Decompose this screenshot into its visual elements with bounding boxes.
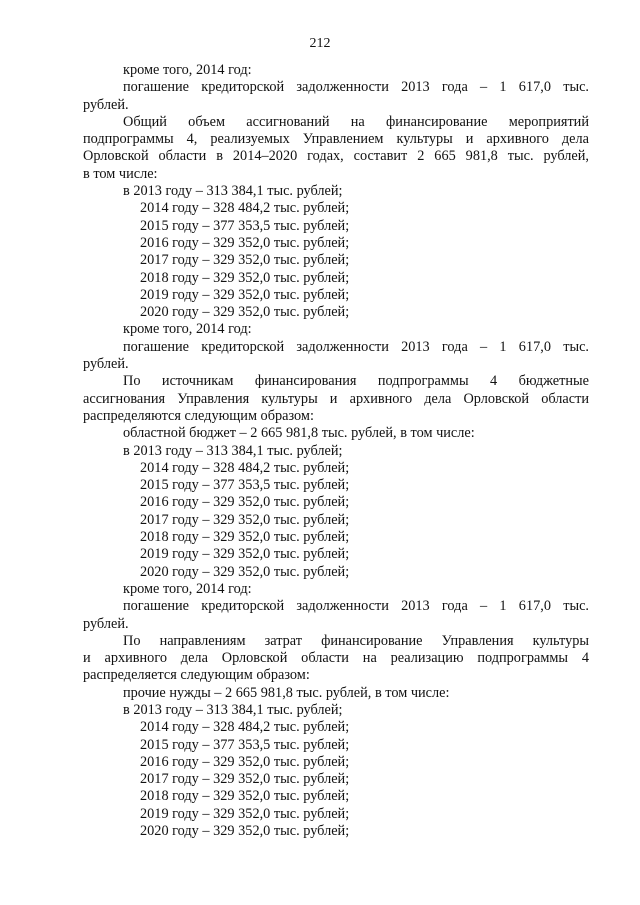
paragraph-line: По направлениям затрат финансирование Управления культуры: [123, 632, 589, 649]
paragraph-line: подпрограммы 4, реализуемых Управлением культуры и архивного дела: [83, 131, 589, 148]
paragraph-line: Общий объем ассигнований на финансирование мероприятий: [123, 113, 589, 130]
krome-togo-line: кроме того, 2014 год:: [123, 62, 252, 78]
budget-line: областной бюджет – 2 665 981,8 тыс. рублей, в том числе:: [123, 425, 475, 442]
other-needs-line: прочие нужды – 2 665 981,8 тыс. рублей, в том числе:: [123, 684, 450, 701]
repayment-line: погашение кредиторской задолженности 2013 года – 1 617,0 тыс.: [123, 79, 589, 96]
krome-togo-line: кроме того, 2014 год:: [123, 321, 252, 338]
paragraph-line: распределяются следующим образом:: [83, 407, 314, 424]
year-list: [83, 702, 589, 840]
repayment-line: погашение кредиторской задолженности 2013 года – 1 617,0 тыс.: [123, 598, 589, 615]
repayment-line-cont: рублей.: [83, 356, 129, 373]
repayment-line-cont: рублей.: [83, 96, 129, 113]
year-row: 2019 году – 329 352,0 тыс. рублей;: [140, 805, 350, 822]
year-row: 2014 году – 328 484,2 тыс. рублей;: [140, 200, 350, 217]
paragraph-line: Орловской области в 2014–2020 годах, составит 2 665 981,8 тыс. рублей,: [83, 148, 589, 165]
year-list: [83, 183, 589, 321]
year-row: 2017 году – 329 352,0 тыс. рублей;: [140, 511, 350, 528]
year-row: в 2013 году – 313 384,1 тыс. рублей;: [123, 183, 343, 200]
repayment-line: погашение кредиторской задолженности 2013 года – 1 617,0 тыс.: [123, 338, 589, 355]
year-row: 2020 году – 329 352,0 тыс. рублей;: [140, 304, 350, 321]
year-row: 2015 году – 377 353,5 тыс. рублей;: [140, 736, 350, 753]
year-row: 2015 году – 377 353,5 тыс. рублей;: [140, 477, 350, 494]
year-row: 2020 году – 329 352,0 тыс. рублей;: [140, 823, 350, 840]
year-row: 2014 году – 328 484,2 тыс. рублей;: [140, 719, 350, 736]
year-row: 2020 году – 329 352,0 тыс. рублей;: [140, 563, 350, 580]
year-row: 2019 году – 329 352,0 тыс. рублей;: [140, 546, 350, 563]
year-row: в 2013 году – 313 384,1 тыс. рублей;: [123, 442, 343, 459]
year-row: 2016 году – 329 352,0 тыс. рублей;: [140, 234, 350, 251]
year-row: 2017 году – 329 352,0 тыс. рублей;: [140, 252, 350, 269]
paragraph-line: По источникам финансирования подпрограммы 4 бюджетные: [123, 373, 589, 390]
page-number: 212: [309, 36, 331, 51]
year-row: в 2013 году – 313 384,1 тыс. рублей;: [123, 701, 343, 718]
krome-togo-line: кроме того, 2014 год:: [123, 580, 252, 597]
year-row: 2015 году – 377 353,5 тыс. рублей;: [140, 217, 350, 234]
paragraph-line: распределяется следующим образом:: [83, 667, 310, 684]
document-body: [83, 62, 589, 840]
year-row: 2014 году – 328 484,2 тыс. рублей;: [140, 459, 350, 476]
year-list: [83, 443, 589, 581]
repayment-line-cont: рублей.: [83, 615, 129, 632]
year-row: 2017 году – 329 352,0 тыс. рублей;: [140, 771, 350, 788]
paragraph-line: и архивного дела Орловской области на реализацию подпрограммы 4: [83, 650, 589, 667]
year-row: 2018 году – 329 352,0 тыс. рублей;: [140, 529, 350, 546]
year-row: 2018 году – 329 352,0 тыс. рублей;: [140, 269, 350, 286]
year-row: 2016 году – 329 352,0 тыс. рублей;: [140, 753, 350, 770]
year-row: 2016 году – 329 352,0 тыс. рублей;: [140, 494, 350, 511]
year-row: 2019 году – 329 352,0 тыс. рублей;: [140, 286, 350, 303]
paragraph-line: ассигнования Управления культуры и архивного дела Орловской области: [83, 390, 589, 407]
paragraph-line: в том числе:: [83, 165, 158, 182]
year-row: 2018 году – 329 352,0 тыс. рублей;: [140, 788, 350, 805]
